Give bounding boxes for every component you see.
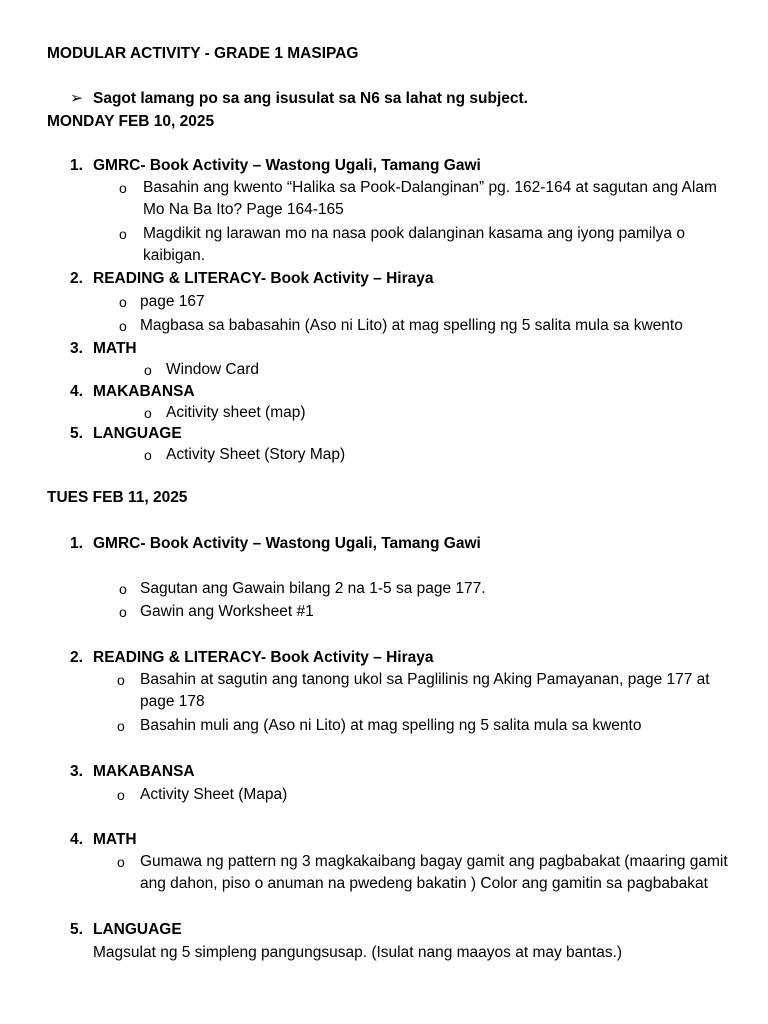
tuesday-heading: TUES FEB 11, 2025 <box>47 489 188 506</box>
monday-item-3-number: 3. <box>70 340 83 357</box>
tuesday-item-3-number: 3. <box>70 763 83 780</box>
circle-bullet-icon: o <box>119 581 127 597</box>
tuesday-item-1-label: GMRC- Book Activity – Wastong Ugali, Tamang Gawi <box>93 535 481 552</box>
circle-bullet-icon: o <box>119 226 127 242</box>
tuesday-item-1-number: 1. <box>70 535 83 552</box>
instruction-note: Sagot lamang po sa ang isusulat sa N6 sa lahat ng subject. <box>93 90 528 107</box>
monday-item-2-sub-1: page 167 <box>140 293 205 310</box>
circle-bullet-icon: o <box>119 294 127 310</box>
tuesday-item-1-sub-1: Sagutan ang Gawain bilang 2 na 1-5 sa page 177. <box>140 580 486 597</box>
monday-item-3-label: MATH <box>93 340 137 357</box>
circle-bullet-icon: o <box>117 718 125 734</box>
circle-bullet-icon: o <box>144 405 152 421</box>
monday-item-4-number: 4. <box>70 383 83 400</box>
circle-bullet-icon: o <box>144 447 152 463</box>
monday-item-5-sub-1: Activity Sheet (Story Map) <box>166 446 346 463</box>
monday-item-1-label: GMRC- Book Activity – Wastong Ugali, Tamang Gawi <box>93 157 481 174</box>
tuesday-item-4-number: 4. <box>70 831 83 848</box>
monday-item-4-sub-1: Acitivity sheet (map) <box>166 404 306 421</box>
tuesday-item-3-label: MAKABANSA <box>93 763 195 780</box>
tuesday-item-2-sub-2: Basahin muli ang (Aso ni Lito) at mag spelling ng 5 salita mula sa kwento <box>140 717 642 734</box>
document-title: MODULAR ACTIVITY - GRADE 1 MASIPAG <box>47 45 359 62</box>
tuesday-item-3-sub-1: Activity Sheet (Mapa) <box>140 786 288 803</box>
circle-bullet-icon: o <box>117 672 125 688</box>
tuesday-item-2-number: 2. <box>70 649 83 666</box>
tuesday-item-5-label: LANGUAGE <box>93 921 182 938</box>
monday-item-5-number: 5. <box>70 425 83 442</box>
circle-bullet-icon: o <box>117 787 125 803</box>
tuesday-item-4-sub-1: Gumawa ng pattern ng 3 magkakaibang bagay gamit ang pagbabakat (maaring gamit ang dahon, piso o anuman na pwedeng bakatin ) Color ang gamitin sa pagbabakat <box>140 853 728 892</box>
monday-item-1-sub-2: Magdikit ng larawan mo na nasa pook dalanginan kasama ang iyong pamilya o kaibigan. <box>143 225 685 264</box>
circle-bullet-icon: o <box>117 854 125 870</box>
tuesday-item-5-number: 5. <box>70 921 83 938</box>
monday-item-1-sub-1: Basahin ang kwento “Halika sa Pook-Dalanginan” pg. 162-164 at sagutan ang Alam Mo Na Ba Ito? Page 164-165 <box>143 179 717 218</box>
monday-item-3-sub-1: Window Card <box>166 361 260 378</box>
monday-heading: MONDAY FEB 10, 2025 <box>47 113 215 130</box>
circle-bullet-icon: o <box>119 180 127 196</box>
monday-item-2-number: 2. <box>70 270 83 287</box>
circle-bullet-icon: o <box>119 604 127 620</box>
circle-bullet-icon: o <box>144 362 152 378</box>
circle-bullet-icon: o <box>119 318 127 334</box>
tuesday-item-1-sub-2: Gawin ang Worksheet #1 <box>140 603 314 620</box>
monday-item-2-label: READING & LITERACY- Book Activity – Hiraya <box>93 270 434 287</box>
monday-item-5-label: LANGUAGE <box>93 425 182 442</box>
tuesday-item-2-sub-1: Basahin at sagutin ang tanong ukol sa Paglilinis ng Aking Pamayanan, page 177 at page 178 <box>140 671 710 710</box>
tuesday-item-2-label: READING & LITERACY- Book Activity – Hiraya <box>93 649 434 666</box>
tuesday-item-4-label: MATH <box>93 831 137 848</box>
monday-item-1-number: 1. <box>70 157 83 174</box>
tuesday-item-5-text: Magsulat ng 5 simpleng pangungsusap. (Isulat nang maayos at may bantas.) <box>93 944 623 961</box>
monday-item-2-sub-2: Magbasa sa babasahin (Aso ni Lito) at mag spelling ng 5 salita mula sa kwento <box>140 317 683 334</box>
arrow-bullet-icon: ➢ <box>70 90 83 107</box>
monday-item-4-label: MAKABANSA <box>93 383 195 400</box>
